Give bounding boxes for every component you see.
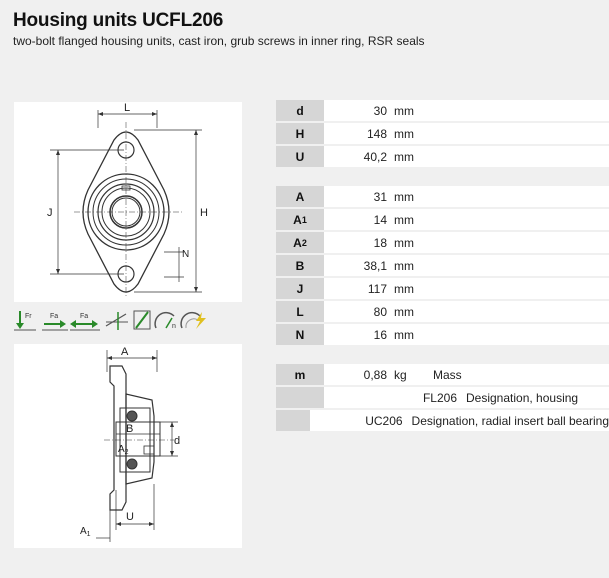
row-unit: mm	[394, 212, 414, 227]
row-U	[276, 146, 609, 167]
row-B	[276, 255, 609, 276]
row-A	[276, 186, 609, 207]
row-symbol-empty	[276, 410, 310, 431]
seal-icon	[134, 311, 150, 329]
row-symbol: U	[276, 146, 324, 167]
row-symbol: H	[276, 123, 324, 144]
svg-text:Fr: Fr	[25, 313, 32, 320]
misalignment-icon	[106, 312, 128, 330]
row-description: Designation, radial insert ball bearing	[411, 413, 609, 428]
row-value: 14	[373, 212, 387, 227]
front-view-drawing	[14, 102, 242, 302]
axial-load-both-icon	[70, 313, 100, 330]
row-J	[276, 278, 609, 299]
row-value: 117	[367, 281, 387, 296]
row-symbol: L	[276, 301, 324, 322]
page-title: Housing units UCFL206	[13, 10, 224, 31]
row-A2	[276, 232, 609, 253]
row-unit: mm	[394, 281, 414, 296]
row-L	[276, 301, 609, 322]
row-value: 31	[373, 189, 387, 204]
row-symbol: A 1	[276, 209, 324, 230]
svg-text:Fa: Fa	[50, 313, 59, 320]
row-mass	[276, 364, 609, 385]
row-unit: mm	[394, 189, 414, 204]
section-view-svg	[14, 344, 242, 548]
dim-label-N: N	[182, 249, 190, 260]
row-housing-designation	[276, 387, 609, 408]
row-insert-designation	[276, 410, 609, 431]
row-symbol: N	[276, 324, 324, 345]
row-symbol: B	[276, 255, 324, 276]
dimension-table	[276, 100, 609, 433]
row-unit: kg	[394, 367, 407, 382]
row-unit: mm	[394, 327, 414, 342]
dim-label-A1: $A_1$	[80, 526, 91, 538]
temperature-icon	[181, 312, 206, 329]
row-value: 40,2	[363, 149, 387, 164]
row-description: Designation, housing	[466, 390, 579, 405]
dim-label-A2: $A_2$	[118, 444, 129, 456]
row-H	[276, 123, 609, 144]
section-view-drawing	[14, 344, 242, 548]
row-unit: mm	[394, 103, 414, 118]
dim-label-J: J	[47, 207, 53, 219]
row-symbol: A 2	[276, 232, 324, 253]
row-d	[276, 100, 609, 121]
row-value: 0,88	[363, 367, 387, 382]
row-unit: mm	[394, 258, 414, 273]
row-value: 80	[373, 304, 387, 319]
row-symbol-empty	[276, 387, 324, 408]
dim-label-A: A	[121, 346, 129, 358]
row-N	[276, 324, 609, 345]
row-unit: mm	[394, 149, 414, 164]
front-view-svg	[14, 102, 242, 302]
dim-label-U: U	[126, 511, 134, 523]
row-symbol: d	[276, 100, 324, 121]
row-value: UC206	[365, 413, 403, 428]
dim-label-d: d	[174, 435, 181, 447]
dim-label-L: L	[124, 102, 131, 114]
row-symbol: J	[276, 278, 324, 299]
radial-load-icon	[14, 311, 36, 330]
property-icon-strip	[14, 308, 242, 332]
row-value: 38,1	[363, 258, 387, 273]
row-value: FL206	[422, 390, 457, 405]
dim-label-B: B	[126, 423, 134, 435]
page-subtitle: two-bolt flanged housing units, cast iron, grub screws in inner ring, RSR seals	[13, 34, 425, 48]
row-unit: mm	[394, 126, 414, 141]
row-value: 148	[366, 126, 387, 141]
axial-load-icon	[42, 313, 68, 330]
row-unit: mm	[394, 304, 414, 319]
speed-icon	[155, 313, 176, 330]
row-A1	[276, 209, 609, 230]
dim-label-H: H	[200, 207, 208, 219]
svg-text:Fa: Fa	[80, 313, 89, 320]
row-value: 16	[373, 327, 387, 342]
row-value: 18	[373, 235, 387, 250]
svg-text:n: n	[172, 323, 176, 330]
row-symbol: m	[276, 364, 324, 385]
row-symbol: A	[276, 186, 324, 207]
row-description: Mass	[433, 367, 462, 382]
row-value: 30	[373, 103, 387, 118]
row-unit: mm	[394, 235, 414, 250]
